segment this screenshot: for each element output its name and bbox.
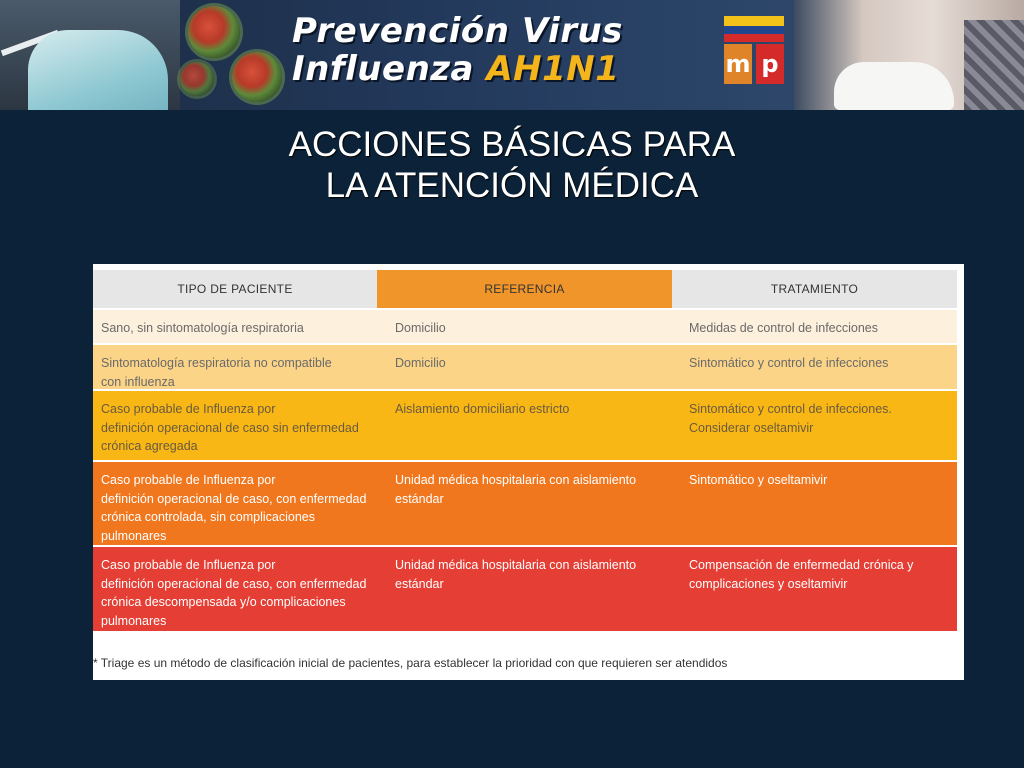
header-tipo-paciente: TIPO DE PACIENTE — [93, 270, 377, 308]
cell-tratamiento: Sintomático y oseltamivir — [689, 473, 828, 487]
header-referencia: REFERENCIA — [377, 270, 672, 308]
cell-tratamiento: Sintomático y control de infecciones. Considerar oseltamivir — [689, 402, 892, 435]
cell-referencia: Unidad médica hospitalaria con aislamiento estándar — [395, 473, 637, 506]
table-header-row — [93, 270, 957, 308]
logo-letter-p: p — [756, 44, 784, 84]
virus-icon — [232, 52, 282, 102]
header-banner — [0, 0, 1024, 110]
logo-flag-yellow — [724, 16, 784, 26]
header-tratamiento: TRATAMIENTO — [672, 270, 957, 308]
table-row — [93, 460, 957, 546]
table-row — [93, 389, 957, 461]
cell-tratamiento: Medidas de control de infecciones — [689, 321, 879, 335]
cell-referencia: Domicilio — [395, 356, 446, 370]
cell-tipo: Caso probable de Influenza por definición operacional de caso sin enfermedad crónica agregada — [101, 402, 359, 453]
tissue — [834, 62, 954, 110]
cell-tipo: Sano, sin sintomatología respiratoria — [101, 321, 304, 335]
face-mask — [28, 30, 168, 110]
msp-logo — [716, 12, 790, 92]
table-row — [93, 343, 957, 390]
slide-title — [0, 124, 1024, 206]
banner-title-line2 — [292, 50, 712, 88]
sneezing-person-photo — [794, 0, 1024, 110]
banner-title-accent: AH1N1 — [486, 49, 620, 89]
virus-icon — [180, 62, 214, 96]
table-row — [93, 308, 957, 344]
cell-referencia: Aislamiento domiciliario estricto — [395, 402, 570, 416]
scarf — [964, 20, 1024, 110]
banner-title — [292, 12, 712, 88]
cell-tipo: Sintomatología respiratoria no compatible con influenza — [101, 356, 332, 389]
banner-title-prefix: Influenza — [292, 49, 487, 89]
masked-person-photo — [0, 0, 180, 110]
banner-title-line1: Prevención Virus — [292, 11, 623, 51]
cell-referencia: Domicilio — [395, 321, 446, 335]
cell-tipo: Caso probable de Influenza por definición operacional de caso, con enfermedad crónica controlada, sin complicaciones pulmonares — [101, 473, 367, 543]
logo-letter-m: m — [724, 44, 752, 84]
cell-tratamiento: Sintomático y control de infecciones — [689, 356, 889, 370]
slide-title-line2: LA ATENCIÓN MÉDICA — [325, 166, 699, 205]
virus-icon — [188, 6, 240, 58]
slide-title-line1: ACCIONES BÁSICAS PARA — [288, 125, 736, 164]
cell-tipo: Caso probable de Influenza por definición operacional de caso, con enfermedad crónica descompensada y/o complicaciones pulmonares — [101, 558, 367, 628]
cell-referencia: Unidad médica hospitalaria con aislamiento estándar — [395, 558, 637, 591]
cell-tratamiento: Compensación de enfermedad crónica y complicaciones y oseltamivir — [689, 558, 914, 591]
table-row — [93, 545, 957, 631]
logo-flag-red — [724, 34, 784, 42]
triage-table-panel — [93, 264, 964, 680]
table-footnote: * Triage es un método de clasificación inicial de pacientes, para establecer la prioridad con que requieren ser atendidos — [93, 656, 728, 670]
logo-flag-blue — [724, 26, 784, 34]
